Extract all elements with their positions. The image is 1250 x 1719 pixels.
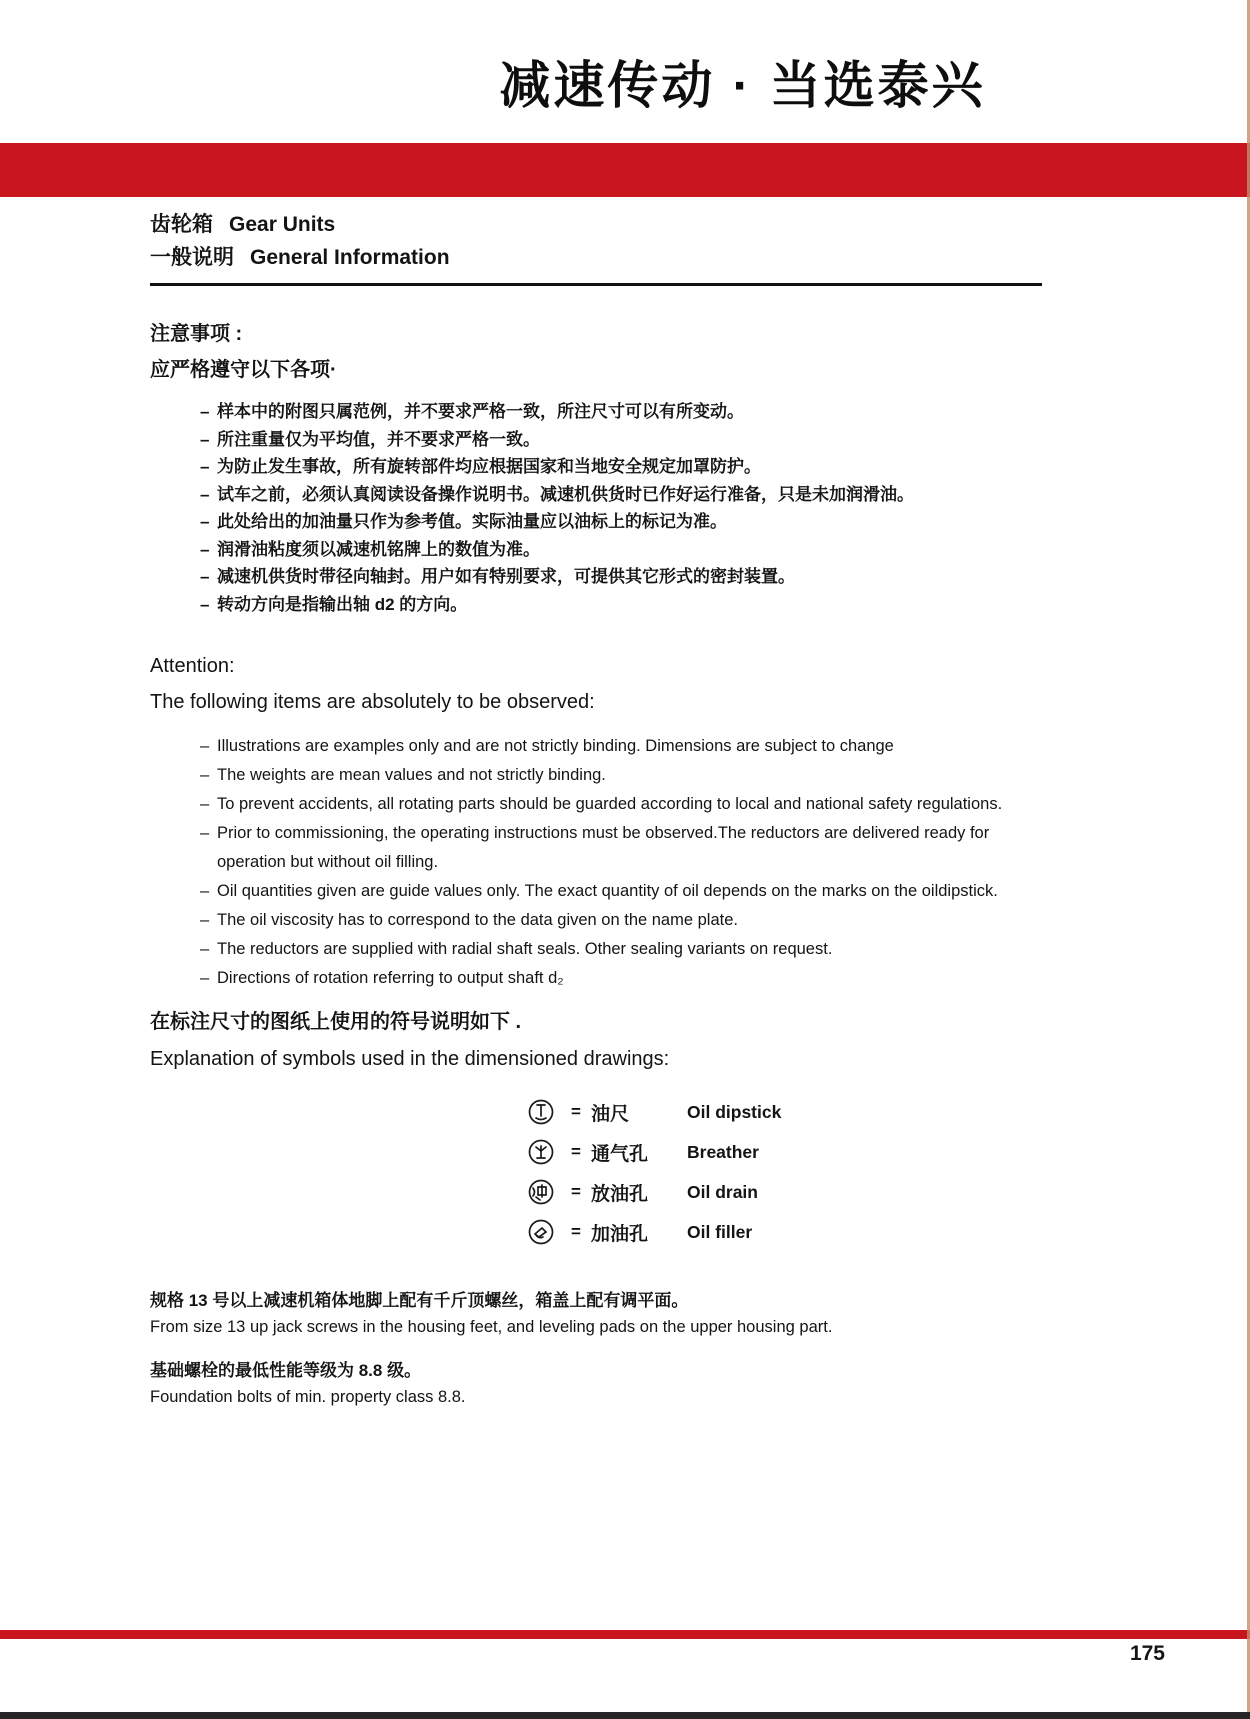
footnote-zh: 基础螺栓的最低性能等级为 8.8 级。 — [150, 1361, 422, 1380]
notes-zh-intro: 应严格遵守以下各项· — [150, 359, 337, 381]
dash-bullet: – — [200, 911, 210, 929]
list-item: – To prevent accidents, all rotating parts should be guarded according to local and national safety regulations. — [200, 790, 1210, 819]
list-item: – Directions of rotation referring to output shaft d₂ — [200, 964, 1210, 993]
symbol-label-en: Oil dipstick — [687, 1101, 782, 1122]
list-item: – 润滑油粘度须以减速机铭牌上的数值为准。 — [200, 536, 1160, 564]
symbol-row-oil-drain — [527, 1172, 1050, 1212]
section-subtitle-zh: 一般说明 — [150, 246, 234, 269]
list-item: – 转动方向是指输出轴 d2 的方向。 — [200, 591, 1160, 619]
symbols-heading-en: Explanation of symbols used in the dimensioned drawings: — [150, 1048, 670, 1070]
symbol-label-zh: 放油孔 — [591, 1183, 649, 1205]
equals-sign: = — [571, 1142, 581, 1161]
notes-zh-section — [150, 322, 1160, 618]
oil-dipstick-icon — [527, 1098, 561, 1126]
dash-bullet: – — [200, 539, 210, 559]
dash-bullet: – — [200, 594, 210, 614]
dash-bullet: – — [200, 824, 210, 842]
dash-bullet: – — [200, 969, 210, 987]
list-item: – 此处给出的加油量只作为参考值。实际油量应以油标上的标记为准。 — [200, 508, 1160, 536]
symbol-row-oil-dipstick — [527, 1092, 1050, 1132]
section-header — [150, 208, 1042, 286]
list-item: – 为防止发生事故，所有旋转部件均应根据国家和当地安全规定加罩防护。 — [200, 453, 1160, 481]
symbol-row-breather — [527, 1132, 1050, 1172]
page-number: 175 — [1129, 1642, 1165, 1665]
notes-en-list — [150, 732, 1210, 993]
dash-bullet: – — [200, 402, 210, 421]
symbol-row-oil-filler — [527, 1212, 1050, 1252]
dash-bullet: – — [200, 795, 210, 813]
dash-bullet: – — [200, 484, 210, 504]
dash-bullet: – — [200, 512, 210, 531]
notes-zh-list — [150, 398, 1160, 618]
dash-bullet: – — [200, 940, 210, 958]
notes-en-section — [150, 653, 1210, 993]
notes-en-intro: The following items are absolutely to be observed: — [150, 691, 595, 713]
list-item: – The weights are mean values and not strictly binding. — [200, 761, 1210, 790]
symbol-label-zh: 油尺 — [591, 1103, 630, 1125]
symbol-label-zh: 通气孔 — [591, 1143, 649, 1165]
list-item-continuation: operation but without oil filling. — [217, 853, 439, 871]
symbol-label-en: Oil drain — [687, 1181, 758, 1202]
list-item: – Oil quantities given are guide values only. The exact quantity of oil depends on the marks on the oildipstick. — [200, 877, 1210, 906]
list-item: – 样本中的附图只属范例，并不要求严格一致，所注尺寸可以有所变动。 — [200, 398, 1160, 426]
section-subtitle — [150, 241, 1042, 274]
footer-red-rule — [0, 1630, 1250, 1639]
symbols-legend — [150, 1092, 1050, 1252]
footnote-en: From size 13 up jack screws in the housing feet, and leveling pads on the upper housing part. — [150, 1318, 833, 1336]
symbols-heading-zh: 在标注尺寸的图纸上使用的符号说明如下 . — [150, 1011, 522, 1033]
oil-filler-icon — [527, 1218, 561, 1246]
symbol-label-zh: 加油孔 — [591, 1223, 649, 1245]
section-title — [150, 208, 1042, 241]
breather-icon — [527, 1138, 561, 1166]
notes-zh-heading: 注意事项 : — [150, 323, 243, 345]
section-title-en: Gear Units — [229, 213, 336, 236]
brand-red-band — [0, 143, 1250, 197]
dash-bullet: – — [200, 457, 210, 476]
oil-drain-icon — [527, 1178, 561, 1206]
equals-sign: = — [571, 1102, 581, 1121]
footnotes-section — [150, 1288, 1130, 1428]
list-item: – Illustrations are examples only and are not strictly binding. Dimensions are subject to change — [200, 732, 1210, 761]
list-item: – Prior to commissioning, the operating instructions must be observed.The reductors are delivered ready for — [200, 819, 1210, 848]
footnote-foundation-bolts — [150, 1358, 1130, 1410]
footnote-zh: 规格 13 号以上减速机箱体地脚上配有千斤顶螺丝，箱盖上配有调平面。 — [150, 1291, 689, 1310]
page-title: 减速传动 · 当选泰兴 — [499, 57, 986, 114]
dash-bullet: – — [200, 766, 210, 784]
list-item: – The reductors are supplied with radial shaft seals. Other sealing variants on request. — [200, 935, 1210, 964]
footnote-en: Foundation bolts of min. property class 8.8. — [150, 1388, 466, 1406]
symbol-label-en: Oil filler — [687, 1221, 753, 1242]
list-item: – The oil viscosity has to correspond to the data given on the name plate. — [200, 906, 1210, 935]
symbol-label-en: Breather — [687, 1141, 759, 1162]
dash-bullet: – — [200, 429, 210, 449]
equals-sign: = — [571, 1182, 581, 1201]
section-divider — [150, 283, 1042, 286]
symbols-section — [150, 1010, 1050, 1252]
list-item: – 所注重量仅为平均值，并不要求严格一致。 — [200, 426, 1160, 454]
scan-edge-bottom — [0, 1712, 1250, 1719]
section-subtitle-en: General Information — [250, 246, 450, 269]
section-title-zh: 齿轮箱 — [150, 213, 213, 236]
dash-bullet: – — [200, 882, 210, 900]
list-item: – 试车之前，必须认真阅读设备操作说明书。减速机供货时已作好运行准备，只是未加润滑油。 — [200, 481, 1160, 509]
dash-bullet: – — [200, 567, 210, 586]
notes-en-heading: Attention: — [150, 655, 235, 677]
equals-sign: = — [571, 1222, 581, 1241]
dash-bullet: – — [200, 737, 210, 755]
list-item: – 减速机供货时带径向轴封。用户如有特别要求，可提供其它形式的密封装置。 — [200, 563, 1160, 591]
footnote-jack-screws — [150, 1288, 1130, 1340]
